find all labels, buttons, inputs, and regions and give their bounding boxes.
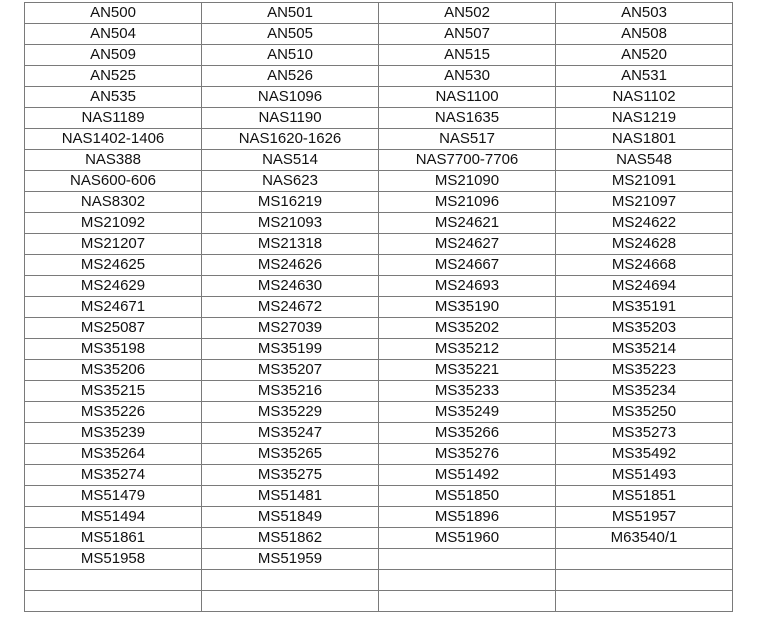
table-row (25, 87, 733, 108)
table-cell: AN535 (25, 87, 202, 108)
table-cell: MS24627 (379, 234, 556, 255)
table-cell: MS35206 (25, 360, 202, 381)
table-cell: NAS388 (25, 150, 202, 171)
table-cell: MS35202 (379, 318, 556, 339)
table-cell: AN508 (556, 24, 733, 45)
table-cell: MS35273 (556, 423, 733, 444)
table-row (25, 318, 733, 339)
table-cell: M63540/1 (556, 528, 733, 549)
table-cell: NAS1402-1406 (25, 129, 202, 150)
table-cell: AN510 (202, 45, 379, 66)
table-row (25, 297, 733, 318)
table-cell: MS35215 (25, 381, 202, 402)
table-cell: MS35234 (556, 381, 733, 402)
table-cell: AN502 (379, 3, 556, 24)
table-cell (25, 570, 202, 591)
table-cell: MS16219 (202, 192, 379, 213)
table-row (25, 465, 733, 486)
table-cell: MS21093 (202, 213, 379, 234)
table-row (25, 549, 733, 570)
table-cell: MS51861 (25, 528, 202, 549)
table-cell: MS51850 (379, 486, 556, 507)
table-cell: MS51494 (25, 507, 202, 528)
table-cell: MS51492 (379, 465, 556, 486)
table-cell: AN525 (25, 66, 202, 87)
table-cell: MS35266 (379, 423, 556, 444)
table-cell: MS21090 (379, 171, 556, 192)
table-row (25, 486, 733, 507)
table-cell: MS35249 (379, 402, 556, 423)
table-cell: MS51849 (202, 507, 379, 528)
table-cell: MS51479 (25, 486, 202, 507)
table-cell (379, 570, 556, 591)
table-cell (25, 591, 202, 612)
table-cell: MS35247 (202, 423, 379, 444)
table-cell: MS51851 (556, 486, 733, 507)
table-cell: NAS517 (379, 129, 556, 150)
part-number-table (24, 2, 733, 612)
table-cell: MS24628 (556, 234, 733, 255)
table-cell: NAS1620-1626 (202, 129, 379, 150)
table-cell: NAS1100 (379, 87, 556, 108)
table-cell: MS24629 (25, 276, 202, 297)
table-cell: MS24672 (202, 297, 379, 318)
table-cell (379, 549, 556, 570)
table-row (25, 213, 733, 234)
table-cell: AN526 (202, 66, 379, 87)
table-cell: AN504 (25, 24, 202, 45)
table-cell: MS35233 (379, 381, 556, 402)
table-cell: NAS8302 (25, 192, 202, 213)
table-cell: MS35226 (25, 402, 202, 423)
table-cell: MS51958 (25, 549, 202, 570)
table-cell: MS35264 (25, 444, 202, 465)
table-row (25, 423, 733, 444)
table-cell: NAS1190 (202, 108, 379, 129)
table-cell: NAS1219 (556, 108, 733, 129)
table-cell: MS21091 (556, 171, 733, 192)
table-cell: MS24626 (202, 255, 379, 276)
table-cell: MS51481 (202, 486, 379, 507)
table-cell (556, 570, 733, 591)
table-cell: MS35198 (25, 339, 202, 360)
table-cell: MS35274 (25, 465, 202, 486)
table-row (25, 192, 733, 213)
table-row (25, 276, 733, 297)
table-cell: MS51493 (556, 465, 733, 486)
table-cell: MS21318 (202, 234, 379, 255)
table-cell: NAS600-606 (25, 171, 202, 192)
table-cell (556, 549, 733, 570)
table-cell: AN500 (25, 3, 202, 24)
table-cell: MS35276 (379, 444, 556, 465)
table-cell: AN503 (556, 3, 733, 24)
table-cell: MS35250 (556, 402, 733, 423)
table-cell: MS35265 (202, 444, 379, 465)
table-cell: NAS1801 (556, 129, 733, 150)
table-cell: AN505 (202, 24, 379, 45)
table-row (25, 528, 733, 549)
table-row (25, 255, 733, 276)
table-cell: AN509 (25, 45, 202, 66)
table-cell: NAS1102 (556, 87, 733, 108)
table-cell: MS35190 (379, 297, 556, 318)
table-cell: MS24622 (556, 213, 733, 234)
table-row (25, 171, 733, 192)
table-cell: NAS514 (202, 150, 379, 171)
table-cell: MS24693 (379, 276, 556, 297)
table-cell: MS35191 (556, 297, 733, 318)
table-cell: AN530 (379, 66, 556, 87)
table-cell: MS24621 (379, 213, 556, 234)
table-cell (379, 591, 556, 612)
table-cell: MS35492 (556, 444, 733, 465)
table-cell: NAS1096 (202, 87, 379, 108)
table-cell: MS24667 (379, 255, 556, 276)
table-cell: MS35207 (202, 360, 379, 381)
table-cell: MS24630 (202, 276, 379, 297)
table-cell: MS27039 (202, 318, 379, 339)
table-cell: AN507 (379, 24, 556, 45)
table-cell: MS35223 (556, 360, 733, 381)
table-row (25, 45, 733, 66)
table-row (25, 402, 733, 423)
table-cell: MS35212 (379, 339, 556, 360)
table-cell: AN501 (202, 3, 379, 24)
table-cell: MS24671 (25, 297, 202, 318)
table-cell: MS51959 (202, 549, 379, 570)
table-cell (202, 591, 379, 612)
table-row (25, 339, 733, 360)
part-number-table-body (25, 3, 733, 612)
table-cell (556, 591, 733, 612)
table-cell: MS24625 (25, 255, 202, 276)
table-cell: MS25087 (25, 318, 202, 339)
table-cell: MS21096 (379, 192, 556, 213)
table-row (25, 234, 733, 255)
table-cell: MS35203 (556, 318, 733, 339)
table-row (25, 66, 733, 87)
table-cell: MS35229 (202, 402, 379, 423)
table-cell: MS35221 (379, 360, 556, 381)
table-row (25, 444, 733, 465)
table-cell: AN515 (379, 45, 556, 66)
table-row (25, 507, 733, 528)
table-cell: MS21207 (25, 234, 202, 255)
table-cell: MS51896 (379, 507, 556, 528)
table-cell: MS35216 (202, 381, 379, 402)
table-cell: MS51960 (379, 528, 556, 549)
table-row (25, 381, 733, 402)
table-cell: NAS1189 (25, 108, 202, 129)
table-cell: MS51957 (556, 507, 733, 528)
table-cell: AN520 (556, 45, 733, 66)
table-row (25, 108, 733, 129)
table-cell: MS35199 (202, 339, 379, 360)
table-row (25, 24, 733, 45)
table-cell: NAS7700-7706 (379, 150, 556, 171)
table-row (25, 591, 733, 612)
table-row (25, 360, 733, 381)
table-cell: MS24668 (556, 255, 733, 276)
table-cell: MS35214 (556, 339, 733, 360)
table-row (25, 3, 733, 24)
table-cell: MS21097 (556, 192, 733, 213)
table-row (25, 129, 733, 150)
table-row (25, 570, 733, 591)
table-cell: NAS1635 (379, 108, 556, 129)
table-cell: AN531 (556, 66, 733, 87)
table-cell: MS51862 (202, 528, 379, 549)
table-cell (202, 570, 379, 591)
table-cell: MS35275 (202, 465, 379, 486)
table-cell: MS21092 (25, 213, 202, 234)
table-cell: NAS623 (202, 171, 379, 192)
table-row (25, 150, 733, 171)
table-cell: MS24694 (556, 276, 733, 297)
table-cell: MS35239 (25, 423, 202, 444)
table-cell: NAS548 (556, 150, 733, 171)
